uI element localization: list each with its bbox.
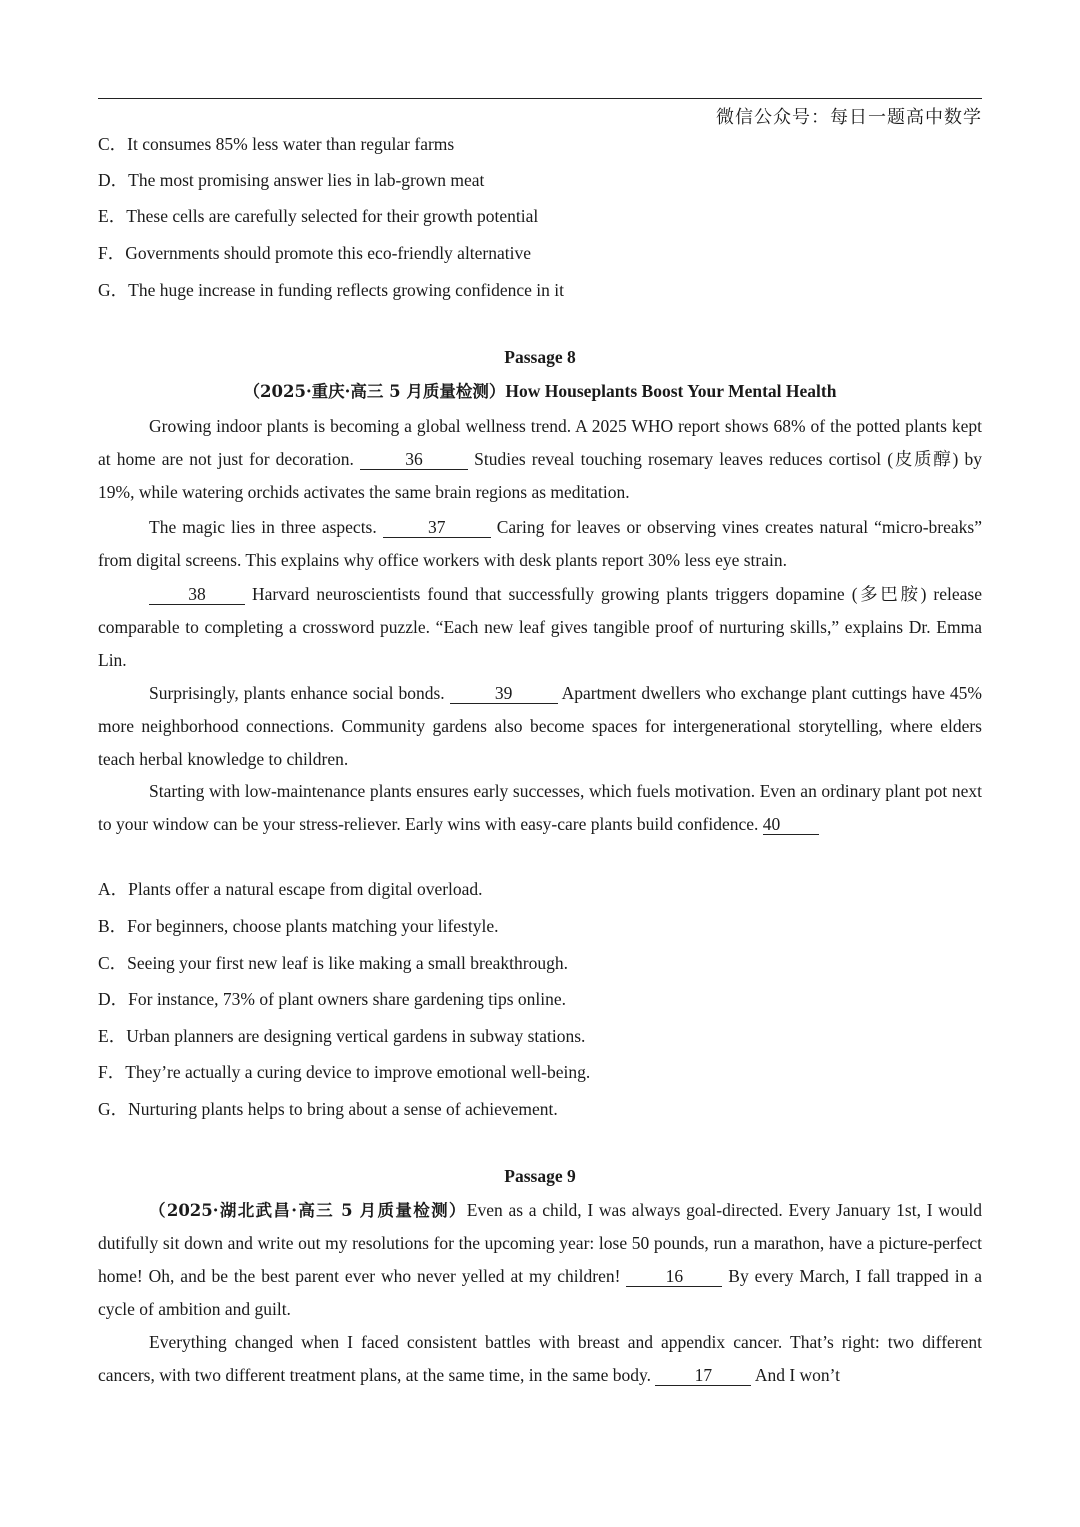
passage9-paragraph-2: Everything changed when I faced consistent battles with breast and appendix cancer. That’s right: two different cancers, with two different treatment plans, at the same time, in the same body. 17 And I won’t: [98, 1332, 982, 1385]
blank-36[interactable]: 36: [360, 449, 468, 470]
passage8-option-f: F．They’re actually a curing device to improve emotional well-being.: [98, 1062, 591, 1082]
passage8-paragraph-1: Growing indoor plants is becoming a global wellness trend. A 2025 WHO report shows 68% of the potted plants kept at home are not just for decoration. 36 Studies reveal touching rosemary leaves reduces cortisol (皮质醇) by 19%, while watering orchids activates the same brain regions as meditation.: [98, 416, 982, 502]
passage8-paragraph-3: 38 Harvard neuroscientists found that successfully growing plants triggers dopamine (多巴胺) release comparable to completing a crossword puzzle. “Each new leaf gives tangible proof of nurturing skills,” explains Dr. Emma Lin.: [98, 584, 982, 670]
blank-37[interactable]: 37: [383, 517, 491, 538]
passage9-heading: Passage 9: [504, 1166, 576, 1186]
passage9-paragraph-1: （2025·湖北武昌·高三 5 月质量检测）Even as a child, I was always goal-directed. Every January 1st, I would dutifully sit down and write out my resolutions for the upcoming year: lose 50 pounds, run a marathon, have a picture-perfect home! Oh, and be the best parent ever who never yelled at my children! 16 By every March, I fall trapped in a cycle of ambition and guilt.: [98, 1200, 982, 1319]
header-rule: [98, 98, 982, 99]
passage8-source: （2025·重庆·高三 5 月质量检测）: [243, 382, 506, 401]
passage8-option-c: C．Seeing your first new leaf is like making a small breakthrough.: [98, 953, 568, 973]
blank-38[interactable]: 38: [149, 584, 245, 605]
blank-40[interactable]: 40: [763, 814, 819, 835]
passage8-paragraph-5: Starting with low-maintenance plants ensures early successes, which fuels motivation. Even an ordinary plant pot next to your window can be your stress-reliever. Early wins with easy-care plants build confidence. 40: [98, 781, 982, 834]
blank-39[interactable]: 39: [450, 683, 558, 704]
passage8-option-b: B．For beginners, choose plants matching your lifestyle.: [98, 916, 499, 936]
passage9-source: （2025·湖北武昌·高三 5 月质量检测）: [149, 1201, 467, 1220]
passage8-option-g: G．Nurturing plants helps to bring about a sense of achievement.: [98, 1099, 558, 1119]
prev-option-g: G．The huge increase in funding reflects growing confidence in it: [98, 280, 565, 300]
passage8-paragraph-2: The magic lies in three aspects. 37 Caring for leaves or observing vines creates natural “micro-breaks” from digital screens. This explains why office workers with desk plants report 30% less eye strain.: [98, 517, 982, 570]
passage8-heading: Passage 8: [504, 347, 576, 367]
blank-17[interactable]: 17: [655, 1365, 751, 1386]
prev-option-f: F．Governments should promote this eco-friendly alternative: [98, 243, 532, 263]
prev-option-e: E．These cells are carefully selected for their growth potential: [98, 206, 539, 226]
passage8-option-e: E．Urban planners are designing vertical gardens in subway stations.: [98, 1026, 586, 1046]
prev-option-d: D．The most promising answer lies in lab-grown meat: [98, 170, 485, 190]
passage8-title-line: [98, 379, 982, 404]
header-watermark: 微信公众号：每日一题高中数学: [716, 107, 982, 128]
passage8-option-a: A．Plants offer a natural escape from digital overload.: [98, 879, 483, 899]
passage8-paragraph-4: Surprisingly, plants enhance social bonds. 39 Apartment dwellers who exchange plant cuttings have 45% more neighborhood connections. Community gardens also become spaces for intergenerational storytelling, where elders teach herbal knowledge to children.: [98, 683, 982, 769]
passage8-option-d: D．For instance, 73% of plant owners share gardening tips online.: [98, 989, 567, 1009]
passage8-title: How Houseplants Boost Your Mental Health: [505, 381, 837, 401]
blank-16[interactable]: 16: [626, 1266, 722, 1287]
prev-option-c: C．It consumes 85% less water than regular farms: [98, 134, 455, 154]
